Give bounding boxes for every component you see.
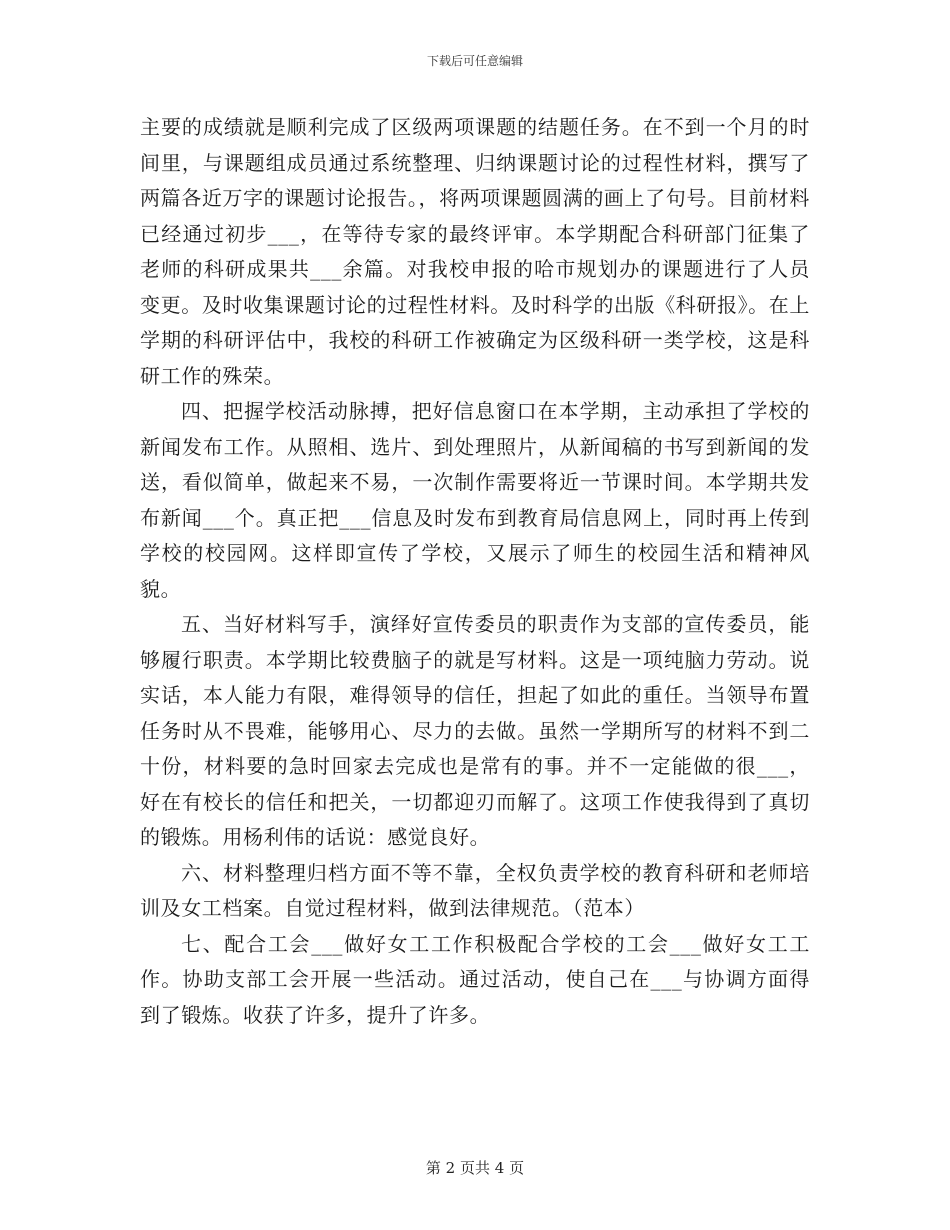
page-number: 第 2 页共 4 页 bbox=[425, 1159, 525, 1177]
document-body bbox=[140, 110, 810, 1033]
paragraph-archiving: 六、材料整理归档方面不等不靠，全权负责学校的教育科研和老师培训及女工档案。自觉过程材料，做到法律规范。（范本） bbox=[140, 860, 810, 920]
paragraph-material-writing: 五、当好材料写手，演绎好宣传委员的职责作为支部的宣传委员，能够履行职责。本学期比较费脑子的就是写材料。这是一项纯脑力劳动。说实话，本人能力有限，难得领导的信任，担起了如此的重任。当领导布置任务时从不畏难，能够用心、尽力的去做。虽然一学期所写的材料不到二十份，材料要的急时回家去完成也是常有的事。并不一定能做的很___，好在有校长的信任和把关，一切都迎刃而解了。这项工作使我得到了真切的锻炼。用杨利伟的话说：感觉良好。 bbox=[140, 612, 810, 849]
paragraph-news-release: 四、把握学校活动脉搏，把好信息窗口在本学期，主动承担了学校的新闻发布工作。从照相、选片、到处理照片，从新闻稿的书写到新闻的发送，看似简单，做起来不易，一次制作需要将近一节课时间。本学期共发布新闻___个。真正把___信息及时发布到教育局信息网上，同时再上传到学校的校园网。这样即宣传了学校，又展示了师生的校园生活和精神风貌。 bbox=[140, 399, 810, 601]
paragraph-research-results: 主要的成绩就是顺利完成了区级两项课题的结题任务。在不到一个月的时间里，与课题组成员通过系统整理、归纳课题讨论的过程性材料，撰写了两篇各近万字的课题讨论报告。，将两项课题圆满的画上了句号。目前材料已经通过初步___，在等待专家的最终评审。本学期配合科研部门征集了老师的科研成果共___余篇。对我校申报的哈市规划办的课题进行了人员变更。及时收集课题讨论的过程性材料。及时科学的出版《科研报》。在上学期的科研评估中，我校的科研工作被确定为区级科研一类学校，这是科研工作的殊荣。 bbox=[140, 115, 810, 388]
page-header: 下载后可任意编辑 bbox=[426, 54, 523, 68]
paragraph-union-work: 七、配合工会___做好女工工作积极配合学校的工会___做好女工工作。协助支部工会开展一些活动。通过活动，使自己在___与协调方面得到了锻炼。收获了许多，提升了许多。 bbox=[140, 931, 810, 1027]
